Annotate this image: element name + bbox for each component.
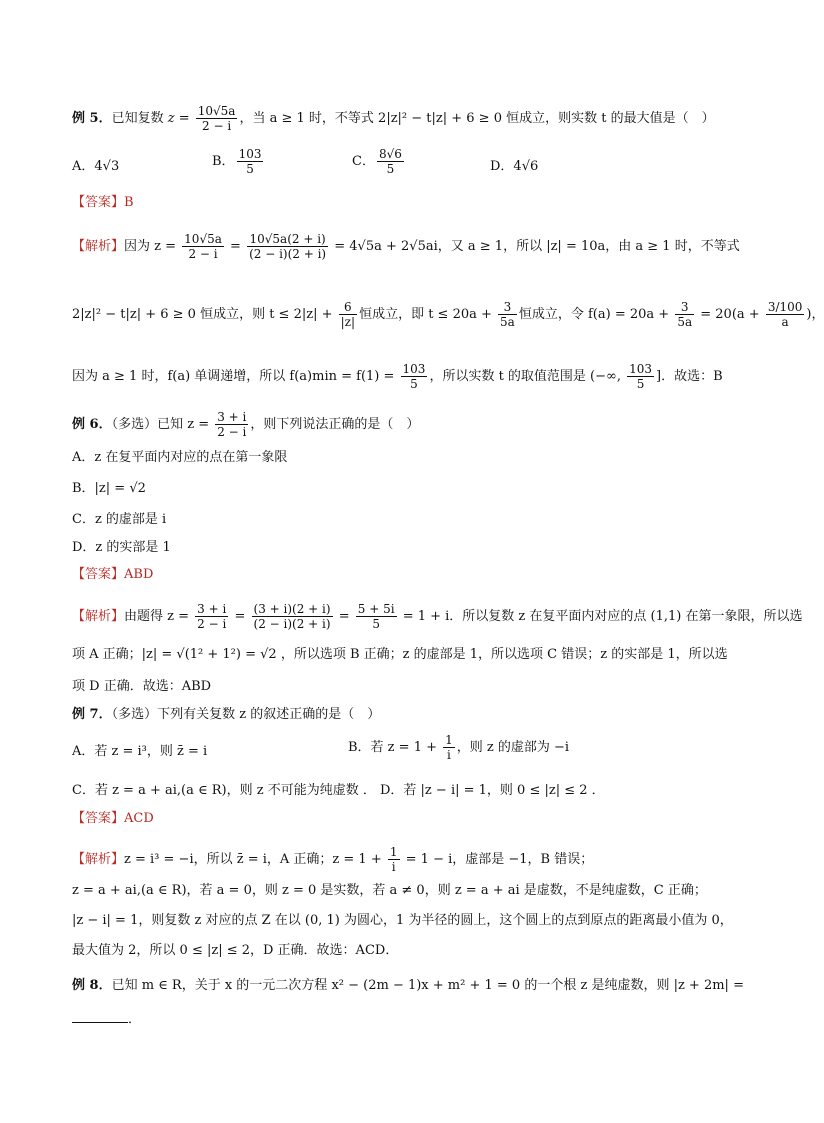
ex5-frac-den: 2 − i xyxy=(202,119,232,133)
ex6-sol1-f2n: (3 + i)(2 + i) xyxy=(253,602,331,616)
ex6-sol1-f3n: 5 + 5i xyxy=(357,602,395,616)
ex6-stem xyxy=(72,410,738,439)
ex5-stem xyxy=(72,104,738,133)
ex5-sol1-b: = 4√5a + 2√5ai，又 a ≥ 1，所以 |z| = 10a，由 a ≥ 1 时，不等式 xyxy=(334,239,740,254)
ex5-sol1-eq: = xyxy=(230,239,241,254)
ex5-sol3-gd: 5 xyxy=(636,377,645,391)
ex8-tail: ． xyxy=(128,1012,142,1027)
ex6-option-b: B．|z| = √2 xyxy=(72,481,146,496)
ex5-sol1-a: 因为 z = xyxy=(124,239,177,254)
ex7-option-b-a: B．若 z = 1 + xyxy=(348,740,437,755)
ex5-sol1-f2n: 10√5a(2 + i) xyxy=(247,232,328,247)
ex7-sol1-fd: i xyxy=(391,860,396,874)
ex5-option-b-den: 5 xyxy=(246,162,254,176)
ex6-option-c: C．z 的虚部是 i xyxy=(72,512,167,527)
ex6-sol1-f1d: 2 − i xyxy=(197,617,227,631)
ex5-sol1-f1d: 2 − i xyxy=(188,247,218,261)
ex6-stem-a: （多选）已知 z = xyxy=(111,417,210,432)
ex7-option-b xyxy=(348,733,569,762)
ex5-stem-a: 已知复数 xyxy=(111,111,164,126)
ex5-sol2-d: = 20(a + xyxy=(700,307,760,322)
ex7-solution-line-3: |z − i| = 1，则复数 z 对应的点 Z 在以 (0, 1) 为圆心，1 为半径的圆上，这个圆上的点到原点的距离最小值为 0， xyxy=(72,913,733,928)
ex8-answer-line xyxy=(72,1008,738,1030)
ex5-option-b xyxy=(212,147,265,176)
ex6-sol1-eq1: = xyxy=(234,609,246,624)
ex8-label: 例 8． xyxy=(72,978,112,993)
ex6-option-a: A．z 在复平面内对应的点在第一象限 xyxy=(72,450,288,465)
ex5-option-d: D．4√6 xyxy=(490,159,539,174)
ex5-sol2-f4d: a xyxy=(781,315,789,329)
ex5-sol3-a: 因为 a ≥ 1 时，f(a) 单调递增，所以 f(a)min = f(1) = xyxy=(72,369,395,384)
ex7-solution-line-1 xyxy=(72,845,738,874)
ex6-sol1-eq2: = xyxy=(338,609,350,624)
ex7-answer xyxy=(72,809,738,829)
ex5-option-b-num: 103 xyxy=(238,147,262,161)
ex5-option-c-den: 5 xyxy=(386,162,395,176)
ex5-sol3-b: ，所以实数 t 的取值范围是 (−∞, xyxy=(429,369,621,384)
ex6-solution-line-3: 项 D 正确．故选：ABD xyxy=(72,679,212,694)
ex5-sol2-f2n: 3 xyxy=(498,300,517,315)
ex5-sol3-fn: 103 xyxy=(402,362,426,376)
ex6-answer-value: ABD xyxy=(124,567,154,582)
ex5-sol2-f3n: 3 xyxy=(675,300,694,315)
ex5-frac-num: 10√5a xyxy=(197,104,236,118)
ex7-option-a: A．若 z = i³，则 z̄ = i xyxy=(72,744,208,759)
ex7-label: 例 7． xyxy=(72,707,112,722)
ex7-solution-line-2: z = a + ai,(a ∈ R)，若 a = 0，则 z = 0 是实数，若 a ≠ 0，则 z = a + ai 是虚数，不是纯虚数，C 正确； xyxy=(72,883,707,898)
ex5-sol1-f1n: 10√5a xyxy=(184,232,222,246)
ex6-sol1-a: 由题得 z = xyxy=(124,609,190,624)
ex5-stem-b: ，当 a ≥ 1 时，不等式 2|z|² − t|z| + 6 ≥ 0 恒成立，则实数 t 的最大值是（ ） xyxy=(239,111,715,126)
ex5-sol1-f2d: (2 − i)(2 + i) xyxy=(249,247,327,261)
ex5-fraction xyxy=(196,104,238,133)
ex7-option-b-fd: i xyxy=(447,748,451,762)
ex6-frac-num: 3 + i xyxy=(217,410,247,424)
ex6-solution-line-1 xyxy=(72,602,803,631)
ex8-stem xyxy=(72,976,744,996)
ex5-sol2-f3d: 5a xyxy=(677,315,693,329)
ex5-solution-line-3 xyxy=(72,362,738,391)
ex5-answer-tag: 【答案】 xyxy=(72,195,125,210)
ex7-stem xyxy=(72,705,738,725)
ex7-option-c: C．若 z = a + ai,(a ∈ R)，则 z 不可能为纯虚数 ． xyxy=(72,783,376,798)
ex7-option-b-fn: 1 xyxy=(445,733,453,747)
ex7-sol1-fn: 1 xyxy=(389,845,398,859)
ex5-answer xyxy=(72,193,738,213)
ex6-frac-den: 2 − i xyxy=(217,425,247,439)
ex5-answer-value: B xyxy=(124,195,134,210)
ex6-sol1-f3d: 5 xyxy=(372,617,380,631)
ex5-solution-line-2 xyxy=(72,300,824,329)
ex5-sol2-c: 恒成立，令 f(a) = 20a + xyxy=(518,307,670,322)
ex7-stem-text: （多选）下列有关复数 z 的叙述正确的是（ ） xyxy=(111,707,381,722)
ex5-sol2-e: )， xyxy=(806,307,824,322)
ex6-option-d: D．z 的实部是 1 xyxy=(72,540,171,555)
ex6-label: 例 6． xyxy=(72,417,112,432)
ex6-sol1-f2d: (2 − i)(2 + i) xyxy=(253,617,331,631)
ex5-z-expr: z = xyxy=(167,111,190,126)
ex7-sol1-b: = 1 − i，虚部是 −1，B 错误； xyxy=(405,852,594,867)
ex7-solution-line-4: 最大值为 2，所以 0 ≤ |z| ≤ 2，D 正确．故选：ACD． xyxy=(72,943,399,958)
ex6-answer xyxy=(72,565,738,585)
ex8-answer-blank[interactable] xyxy=(72,1008,128,1023)
ex5-option-a: A．4√3 xyxy=(72,159,120,174)
ex6-stem-b: ，则下列说法正确的是（ ） xyxy=(250,417,420,432)
ex5-sol3-c: ]．故选：B xyxy=(656,369,723,384)
ex7-sol1-a: z = i³ = −i，所以 z̄ = i，A 正确；z = 1 + xyxy=(124,852,382,867)
ex5-solution-line-1 xyxy=(72,232,738,261)
ex7-option-d: D．若 |z − i| = 1，则 0 ≤ |z| ≤ 2 ． xyxy=(380,783,605,798)
ex8-stem-text: 已知 m ∈ R，关于 x 的一元二次方程 x² − (2m − 1)x + m² + 1 = 0 的一个根 z 是纯虚数，则 |z + 2m| = xyxy=(111,978,744,993)
ex7-analysis-tag: 【解析】 xyxy=(72,852,125,867)
ex5-label: 例 5． xyxy=(72,111,112,126)
ex6-solution-line-2: 项 A 正确；|z| = √(1² + 1²) = √2 ，所以选项 B 正确；z 的虚部是 1，所以选项 C 错误；z 的实部是 1，所以选 xyxy=(72,647,728,662)
ex5-sol3-fd: 5 xyxy=(410,377,418,391)
ex5-sol2-a: 2|z|² − t|z| + 6 ≥ 0 恒成立，则 t ≤ 2|z| + xyxy=(72,307,333,322)
ex5-sol3-gn: 103 xyxy=(629,362,653,376)
ex5-option-c-letter: C． xyxy=(352,154,375,169)
ex5-sol2-b: 恒成立，即 t ≤ 20a + xyxy=(359,307,492,322)
ex6-answer-tag: 【答案】 xyxy=(72,567,125,582)
ex5-sol2-f1n: 6 xyxy=(339,300,357,315)
ex7-answer-tag: 【答案】 xyxy=(72,811,125,826)
ex5-sol2-f4n: 3/100 xyxy=(767,300,803,314)
ex6-sol1-f1n: 3 + i xyxy=(197,602,227,616)
ex6-sol1-b: = 1 + i．所以复数 z 在复平面内对应的点 (1,1) 在第一象限，所以选 xyxy=(402,609,803,624)
ex5-option-b-letter: B． xyxy=(212,154,235,169)
ex5-analysis-tag: 【解析】 xyxy=(72,239,125,254)
ex5-sol2-f2d: 5a xyxy=(500,315,515,329)
ex7-option-b-b: ，则 z 的虚部为 −i xyxy=(456,740,570,755)
ex5-option-c-num: 8√6 xyxy=(378,147,402,161)
ex7-answer-value: ACD xyxy=(124,811,154,826)
ex5-option-c xyxy=(352,147,406,176)
ex6-analysis-tag: 【解析】 xyxy=(72,609,125,624)
ex5-sol2-f1d: |z| xyxy=(340,315,356,329)
